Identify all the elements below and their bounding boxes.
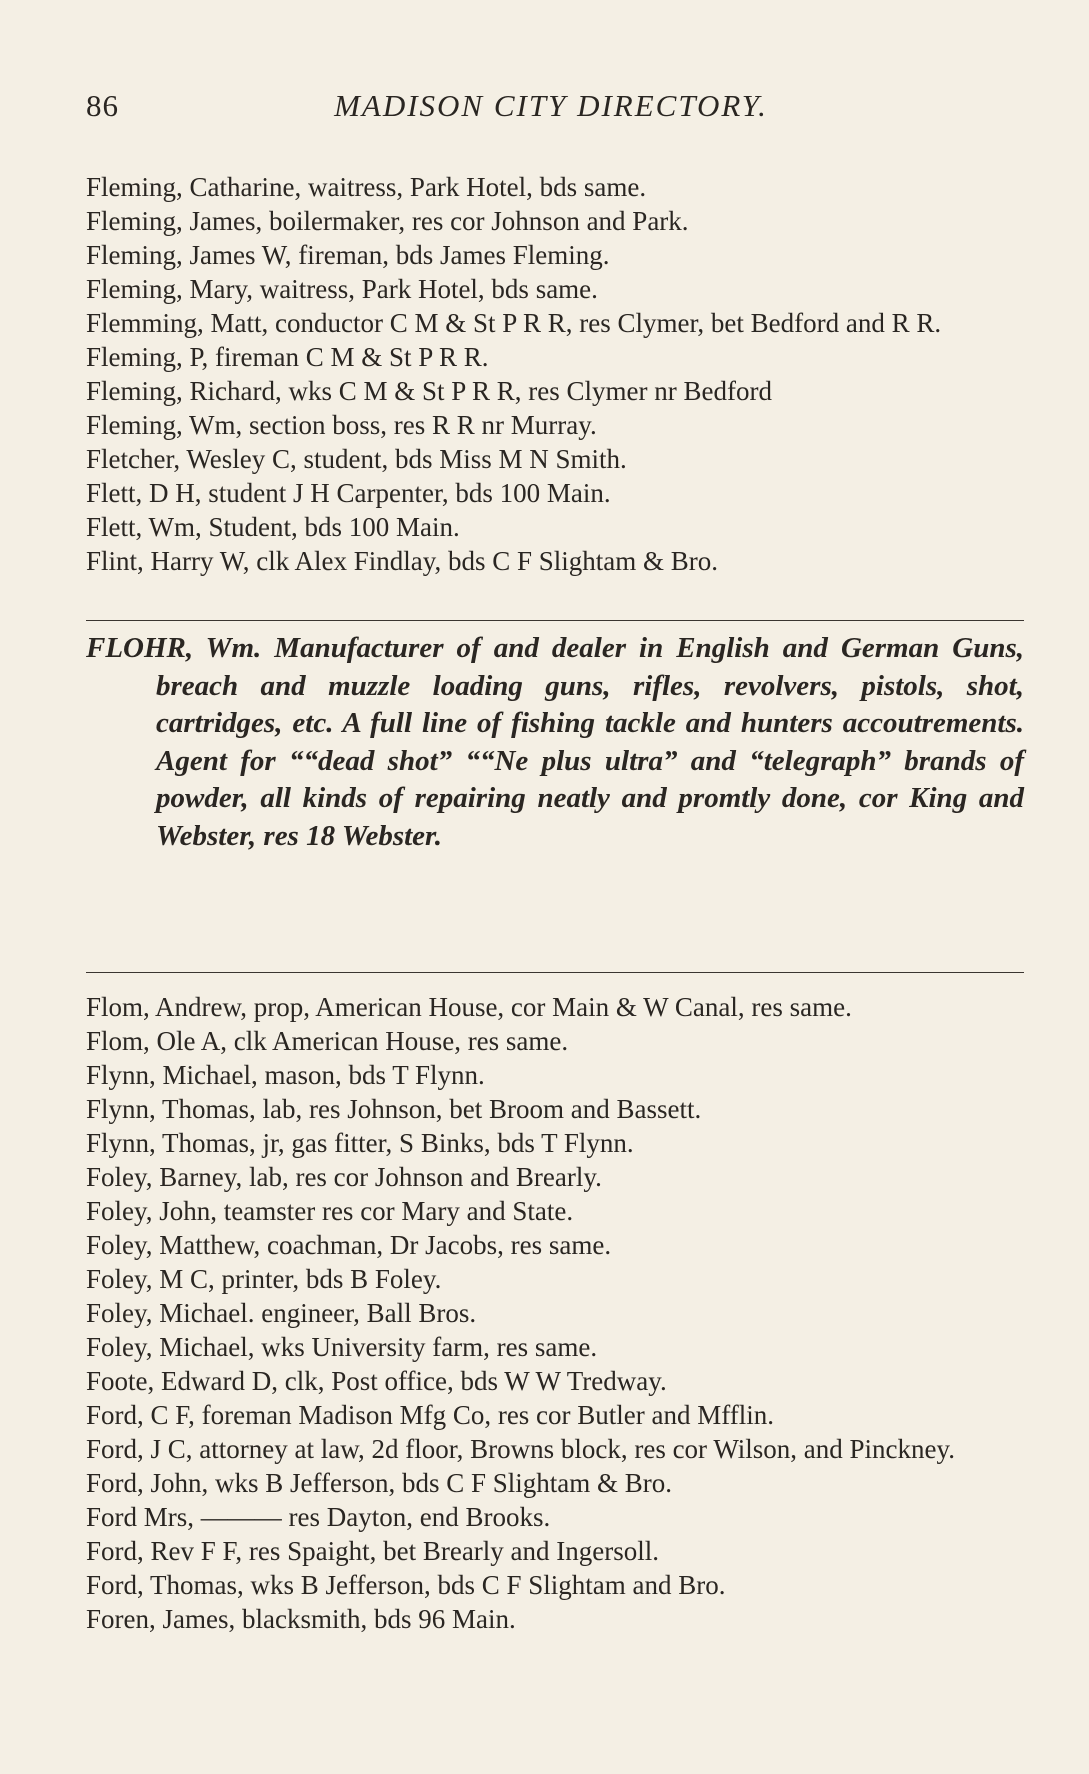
directory-entry: Flom, Andrew, prop, American House, cor Main & W Canal, res same. — [86, 992, 852, 1022]
divider-rule — [86, 620, 1024, 621]
directory-entry: Foley, Michael. engineer, Ball Bros. — [86, 1298, 477, 1328]
directory-entry: Fleming, James, boilermaker, res cor Johnson and Park. — [86, 206, 689, 236]
directory-entry: Flom, Ole A, clk American House, res same. — [86, 1026, 569, 1056]
directory-entry: Flett, Wm, Student, bds 100 Main. — [86, 512, 460, 542]
directory-entry: Ford Mrs, ——— res Dayton, end Brooks. — [86, 1502, 551, 1532]
directory-entry: Foley, John, teamster res cor Mary and State. — [86, 1196, 574, 1226]
divider-rule — [86, 972, 1024, 973]
directory-entry: Flett, D H, student J H Carpenter, bds 100 Main. — [86, 478, 611, 508]
directory-entry: Foote, Edward D, clk, Post office, bds W W Tredway. — [86, 1366, 667, 1396]
directory-entry: Fleming, James W, fireman, bds James Fleming. — [86, 240, 610, 270]
directory-entry: Fleming, Catharine, waitress, Park Hotel, bds same. — [86, 172, 647, 202]
directory-entry: Ford, Rev F F, res Spaight, bet Brearly and Ingersoll. — [86, 1536, 660, 1566]
directory-entry: Flemming, Matt, conductor C M & St P R R, res Clymer, bet Bedford and R R. — [86, 308, 942, 338]
directory-entry: Fletcher, Wesley C, student, bds Miss M N Smith. — [86, 444, 627, 474]
page-title: MADISON CITY DIRECTORY. — [334, 88, 768, 123]
directory-entry: Ford, C F, foreman Madison Mfg Co, res cor Butler and Mfflin. — [86, 1400, 775, 1430]
directory-entry: Foley, M C, printer, bds B Foley. — [86, 1264, 442, 1294]
directory-entry: Foley, Matthew, coachman, Dr Jacobs, res same. — [86, 1230, 612, 1260]
directory-entry: Flynn, Michael, mason, bds T Flynn. — [86, 1060, 485, 1090]
directory-entry: Foley, Barney, lab, res cor Johnson and Brearly. — [86, 1162, 602, 1192]
directory-entries-top — [86, 170, 1026, 578]
directory-entry: Fleming, Wm, section boss, res R R nr Murray. — [86, 410, 597, 440]
advertisement-block: FLOHR, Wm. Manufacturer of and dealer in English and German Guns, breach and muzzle loading guns, rifles, revolvers, pistols, shot, cartridges, etc. A full line of fishing tackle and hunters accoutrements. Agent for ““dead shot” ““Ne plus ultra” and “telegraph” brands of powder, all kinds of repairing neatly and promtly done, cor King and Webster, res 18 Webster. — [86, 632, 1024, 852]
directory-entry: Flint, Harry W, clk Alex Findlay, bds C F Slightam & Bro. — [86, 546, 719, 576]
directory-entry: Flynn, Thomas, jr, gas fitter, S Binks, bds T Flynn. — [86, 1128, 634, 1158]
directory-entry: Fleming, P, fireman C M & St P R R. — [86, 342, 489, 372]
directory-entry: Foley, Michael, wks University farm, res same. — [86, 1332, 598, 1362]
directory-entry: Ford, J C, attorney at law, 2d floor, Browns block, res cor Wilson, and Pinckney. — [86, 1434, 955, 1464]
page-number: 86 — [86, 88, 119, 123]
directory-entry: Foren, James, blacksmith, bds 96 Main. — [86, 1604, 516, 1634]
directory-entries-bottom — [86, 990, 1026, 1636]
directory-entry: Ford, Thomas, wks B Jefferson, bds C F Slightam and Bro. — [86, 1570, 726, 1600]
directory-entry: Flynn, Thomas, lab, res Johnson, bet Broom and Bassett. — [86, 1094, 702, 1124]
directory-entry: Ford, John, wks B Jefferson, bds C F Slightam & Bro. — [86, 1468, 673, 1498]
directory-entry: Fleming, Richard, wks C M & St P R R, res Clymer nr Bedford — [86, 376, 772, 406]
directory-entry: Fleming, Mary, waitress, Park Hotel, bds same. — [86, 274, 598, 304]
page-header — [86, 88, 1016, 128]
